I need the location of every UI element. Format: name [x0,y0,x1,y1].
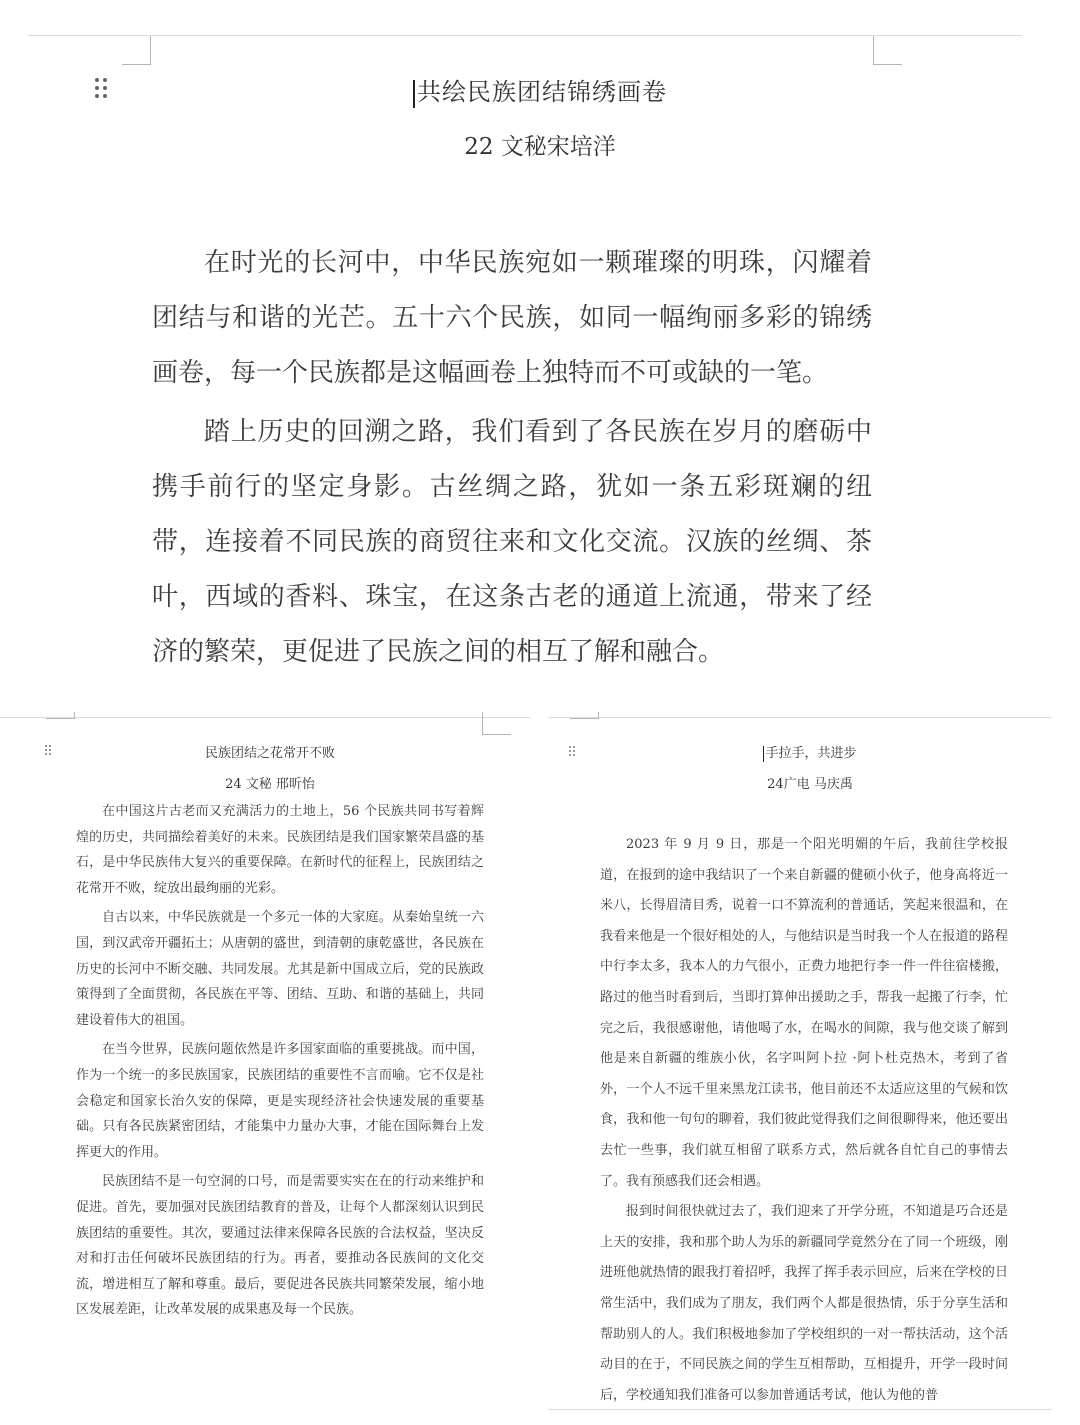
paragraph: 民族团结不是一句空洞的口号，而是需要实实在在的行动来维护和促进。首先，要加强对民族团结教育的普及，让每个人都深刻认识到民族团结的重要性。其次，要通过法律来保障各民族的合法权益，坚决反对和打击任何破坏民族团结的行为。再者，要推动各民族间的文化交流，增进相互了解和尊重。最后，要促进各民族共同繁荣发展，缩小地区发展差距，让改革发展的成果惠及每一个民族。 [76,1174,484,1318]
document-page-right [540,712,1080,1425]
author-line: 22 文秘宋培洋 [464,134,616,160]
crop-mark-top-right [482,712,511,735]
document-page-top [0,0,1080,712]
document-title[interactable] [540,742,1080,762]
author-line: 24广电 马庆禹 [767,777,853,792]
page-top-edge [0,717,530,718]
paragraph: 自古以来，中华民族就是一个多元一体的大家庭。从秦始皇统一六国，到汉武帝开疆拓土；从唐朝的盛世，到清朝的康乾盛世，各民族在历史的长河中不断交融、共同发展。尤其是新中国成立后，党的民族政策得到了全面贯彻，各民族在平等、团结、互助、和谐的基础上，共同建设着伟大的祖国。 [76,910,484,1028]
paragraph: 在时光的长河中，中华民族宛如一颗璀璨的明珠，闪耀着团结与和谐的光芒。五十六个民族，如同一幅绚丽多彩的锦绣画卷，每一个民族都是这幅画卷上独特而不可或缺的一笔。 [152,248,872,388]
document-body[interactable] [152,236,872,684]
paragraph: 2023 年 9 月 9 日，那是一个阳光明媚的午后，我前往学校报道，在报到的途中我结识了一个来自新疆的健硕小伙子，他身高将近一米八，长得眉清目秀，说着一口不算流利的普通话，笑起来很温和，在我看来他是一个很好相处的人，与他结识是当时我一个人在报道的路程中行李太多，我本人的力气很小，正费力地把行李一件一件往宿楼搬，路过的他当时看到后，当即打算伸出援助之手，帮我一起搬了行李，忙完之后，我很感谢他，请他喝了水，在喝水的间隙，我与他交谈了解到他是来自新疆的维族小伙，名字叫阿卜拉 ·阿卜杜克热木，考到了省外，一个人不远千里来黑龙江读书，他目前还不太适应这里的气候和饮食，我和他一句句的聊着，我们彼此觉得我们之间很聊得来，他还要出去忙一些事，我们就互相留了联系方式，然后就各自忙自己的事情去了。我有预感我们还会相遇。 [600,837,1008,1189]
paragraph: 在中国这片古老而又充满活力的土地上，56 个民族共同书写着辉煌的历史，共同描绘着美好的未来。民族团结是我们国家繁荣昌盛的基石，是中华民族伟大复兴的重要保障。在新时代的征程上，民族团结之花常开不败，绽放出最绚丽的光彩。 [76,804,484,896]
paragraph: 在当今世界，民族问题依然是许多国家面临的重要挑战。而中国，作为一个统一的多民族国家，民族团结的重要性不言而喻。它不仅是社会稳定和国家长治久安的保障，更是实现经济社会快速发展的重要基础。只有各民族紧密团结，才能集中力量办大事，才能在国际舞台上发挥更大的作用。 [76,1042,484,1160]
author-line: 24 文秘 邢昕怡 [225,777,315,792]
document-body[interactable] [600,830,1008,1411]
crop-mark-top-left [570,712,599,719]
paragraph: 报到时间很快就过去了，我们迎来了开学分班，不知道是巧合还是上天的安排，我和那个助人为乐的新疆同学竟然分在了同一个班级，刚进班他就热情的跟我打着招呼，我挥了挥手表示回应，后来在学校的日常生活中，我们成为了朋友，我们两个人都是很热情，乐于分享生活和帮助别人的人。我们积极地参加了学校组织的一对一帮扶活动，这个活动目的在于，不同民族之间的学生互相帮助，互相提升，开学一段时间后，学校通知我们准备可以参加普通话考试，他认为他的普 [600,1204,1008,1403]
text-cursor [413,80,415,108]
title-text: 共绘民族团结锦绣画卷 [417,78,667,106]
document-title: 民族团结之花常开不败 [204,746,335,761]
crop-mark-top-left [122,36,151,65]
paragraph: 踏上历史的回溯之路，我们看到了各民族在岁月的磨砺中携手前行的坚定身影。古丝绸之路，犹如一条五彩斑斓的纽带，连接着不同民族的商贸往来和文化交流。汉族的丝绸、茶叶，西域的香料、珠宝，在这条古老的通道上流通，带来了经济的繁荣，更促进了民族之间的相互了解和融合。 [152,417,872,667]
page-top-edge [548,717,1052,718]
title-text: 手拉手，共进步 [765,746,857,761]
crop-mark-top-left [46,712,75,719]
document-title[interactable] [0,72,1080,108]
document-body[interactable] [76,799,484,1327]
document-page-left [0,712,540,1425]
crop-mark-top-right [873,36,902,65]
